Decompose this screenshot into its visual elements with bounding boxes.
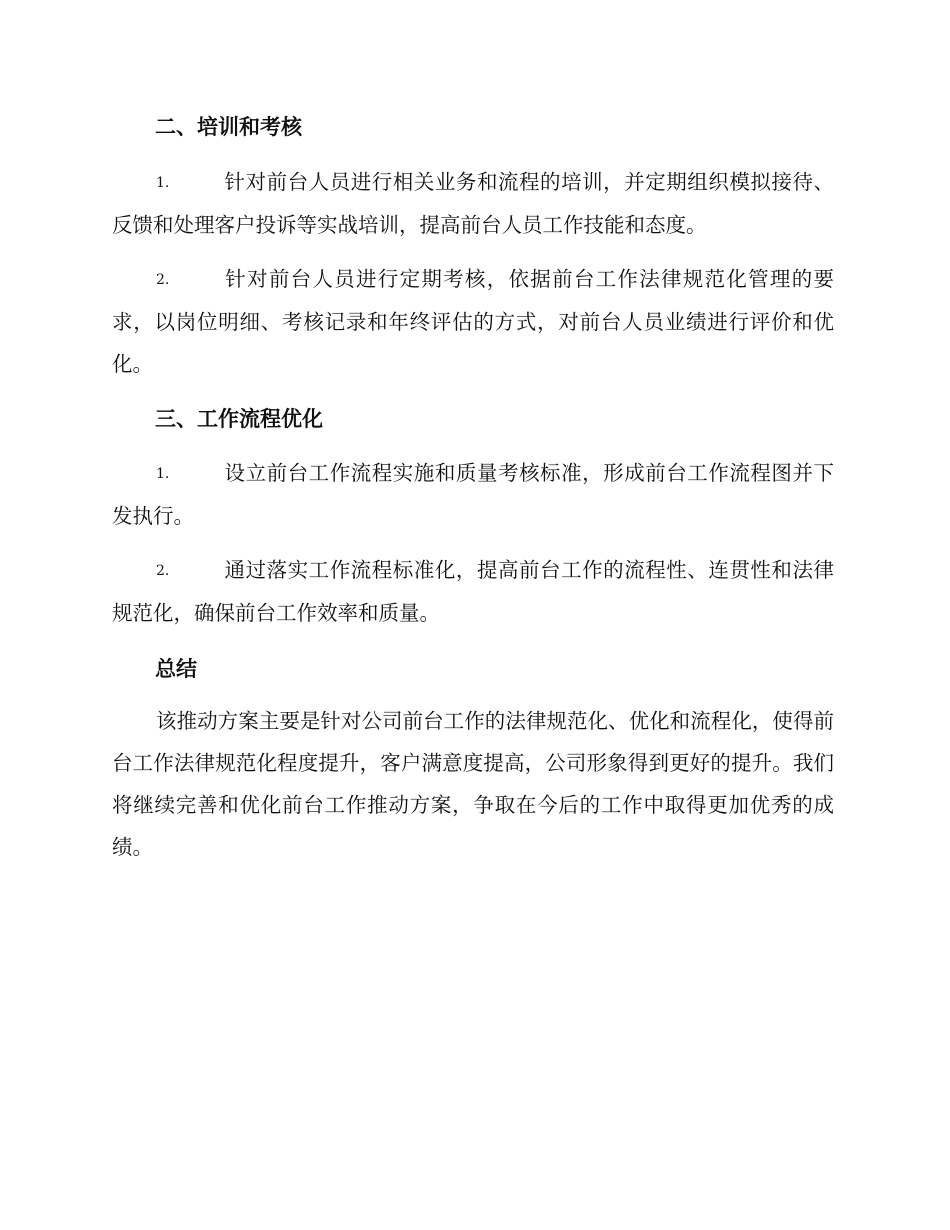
list-item-text: 针对前台人员进行定期考核，依据前台工作法律规范化管理的要求，以岗位明细、考核记录和年终评估的方式，对前台人员业绩进行评价和优化。 bbox=[112, 267, 834, 376]
list-item-workflow-1 bbox=[112, 452, 834, 537]
section-heading-workflow: 三、工作流程优化 bbox=[155, 407, 323, 431]
list-number: 1. bbox=[156, 466, 170, 482]
list-item-text: 通过落实工作流程标准化，提高前台工作的流程性、连贯性和法律规范化，确保前台工作效率和质量。 bbox=[112, 558, 834, 625]
list-item-workflow-2 bbox=[112, 549, 834, 634]
list-item-text: 设立前台工作流程实施和质量考核标准，形成前台工作流程图并下发执行。 bbox=[112, 461, 834, 528]
list-number: 2. bbox=[156, 272, 170, 288]
section-heading-training: 二、培训和考核 bbox=[155, 115, 302, 139]
list-number: 1. bbox=[156, 175, 170, 191]
summary-text: 该推动方案主要是针对公司前台工作的法律规范化、优化和流程化，使得前台工作法律规范化程度提升，客户满意度提高，公司形象得到更好的提升。我们将继续完善和优化前台工作推动方案，争取在今后的工作中取得更加优秀的成绩。 bbox=[112, 709, 834, 859]
list-item-training-1 bbox=[112, 161, 834, 246]
list-number: 2. bbox=[156, 563, 170, 579]
summary-paragraph bbox=[112, 700, 834, 868]
section-heading-summary: 总结 bbox=[155, 657, 197, 681]
list-item-text: 针对前台人员进行相关业务和流程的培训，并定期组织模拟接待、反馈和处理客户投诉等实战培训，提高前台人员工作技能和态度。 bbox=[112, 170, 834, 237]
list-item-training-2 bbox=[112, 258, 834, 385]
